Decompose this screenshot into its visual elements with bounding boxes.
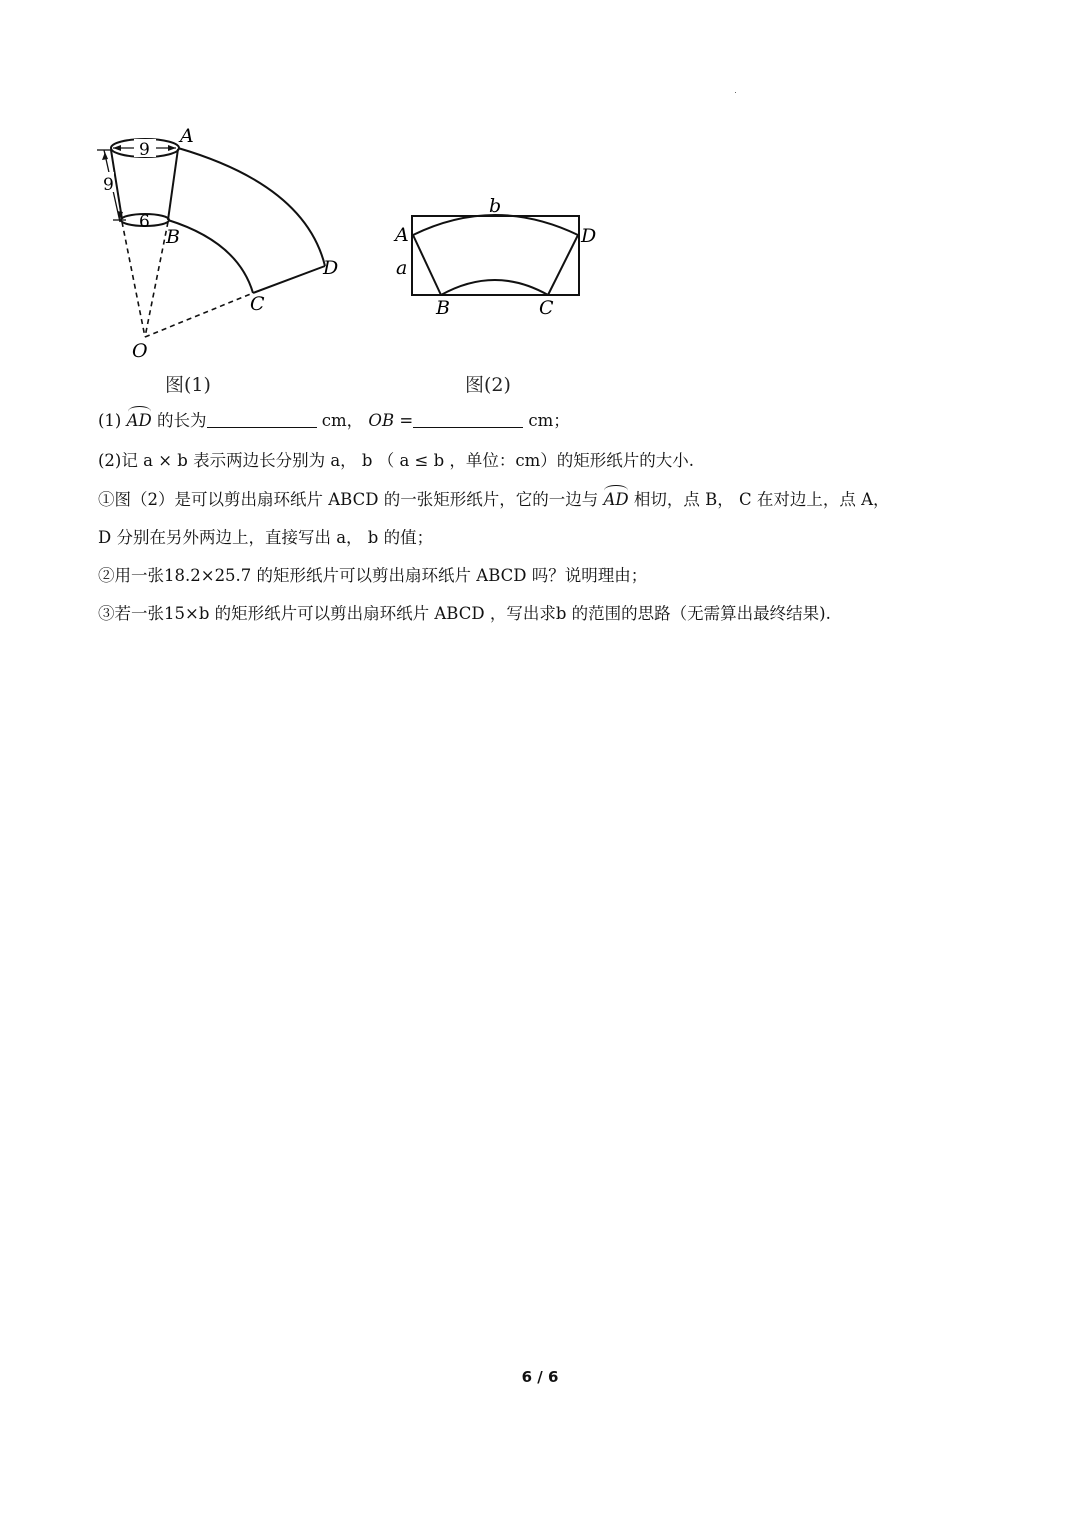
point-b-label: B bbox=[166, 226, 180, 248]
figure-2-diagram bbox=[390, 190, 610, 325]
point-a-label: A bbox=[395, 224, 409, 246]
cup-right-side bbox=[168, 149, 178, 220]
question-2-1 bbox=[98, 489, 890, 511]
question-2-1-line2: D 分别在另外两边上，直接写出 a， b 的值； bbox=[98, 528, 434, 547]
arrow-head bbox=[113, 145, 121, 151]
arc-ad-symbol: AD bbox=[126, 411, 152, 430]
point-c-label: C bbox=[250, 293, 265, 315]
segment-ab bbox=[413, 235, 441, 295]
question-2: (2)记 a × b 表示两边长分别为 a， b （ a ≤ b ，单位：cm）的矩形纸片的大小. bbox=[98, 451, 695, 470]
q1-unit-2: cm； bbox=[528, 411, 570, 430]
side-b-label: b bbox=[489, 195, 502, 217]
figure-1-caption: 图(1) bbox=[165, 374, 211, 396]
point-b-label: B bbox=[436, 297, 450, 319]
point-o-label: O bbox=[132, 340, 148, 362]
dashed-o-c bbox=[145, 293, 253, 337]
q1-unit-1: cm， bbox=[321, 411, 364, 430]
arrow-head bbox=[168, 145, 176, 151]
dim-side-label: 9 bbox=[103, 175, 114, 195]
question-1 bbox=[98, 410, 570, 432]
segment-cd bbox=[253, 266, 325, 293]
point-d-label: D bbox=[581, 225, 597, 247]
figure-1-diagram bbox=[92, 120, 362, 370]
dim-bottom-label: 6 bbox=[139, 212, 150, 232]
side-a-label: a bbox=[396, 257, 408, 279]
answer-blank-1[interactable] bbox=[207, 411, 317, 428]
dashed-o-right bbox=[145, 222, 168, 337]
arc-ad bbox=[178, 148, 325, 266]
arrow-head bbox=[102, 152, 108, 160]
figure-2-caption: 图(2) bbox=[465, 374, 511, 396]
dashed-o-left bbox=[122, 222, 145, 337]
q2-1-text-b: 相切，点 B， C 在对边上，点 A， bbox=[633, 490, 890, 509]
page-number: 6 / 6 bbox=[521, 1368, 559, 1386]
stray-dot bbox=[735, 92, 736, 93]
point-c-label: C bbox=[539, 297, 554, 319]
dim-top-label: 9 bbox=[139, 140, 150, 160]
question-2-3: ③若一张15×b 的矩形纸片可以剪出扇环纸片 ABCD ，写出求b 的范围的思路（无需算出最终结果). bbox=[98, 604, 831, 623]
q1-prefix: (1) bbox=[98, 411, 122, 430]
point-d-label: D bbox=[323, 257, 339, 279]
question-2-2: ②用一张18.2×25.7 的矩形纸片可以剪出扇环纸片 ABCD 吗？说明理由； bbox=[98, 566, 648, 585]
q2-1-text-a: ①图（2）是可以剪出扇环纸片 ABCD 的一张矩形纸片，它的一边与 bbox=[98, 490, 599, 509]
arc-bc bbox=[168, 220, 253, 293]
answer-blank-2[interactable] bbox=[413, 411, 523, 428]
arc-ad bbox=[413, 215, 578, 235]
q1-ob: OB = bbox=[368, 411, 414, 430]
arc-bc bbox=[441, 280, 548, 295]
segment-dc bbox=[548, 235, 578, 295]
point-a-label: A bbox=[180, 125, 194, 147]
arc-ad-symbol: AD bbox=[603, 490, 629, 509]
q1-text: 的长为 bbox=[157, 411, 207, 430]
